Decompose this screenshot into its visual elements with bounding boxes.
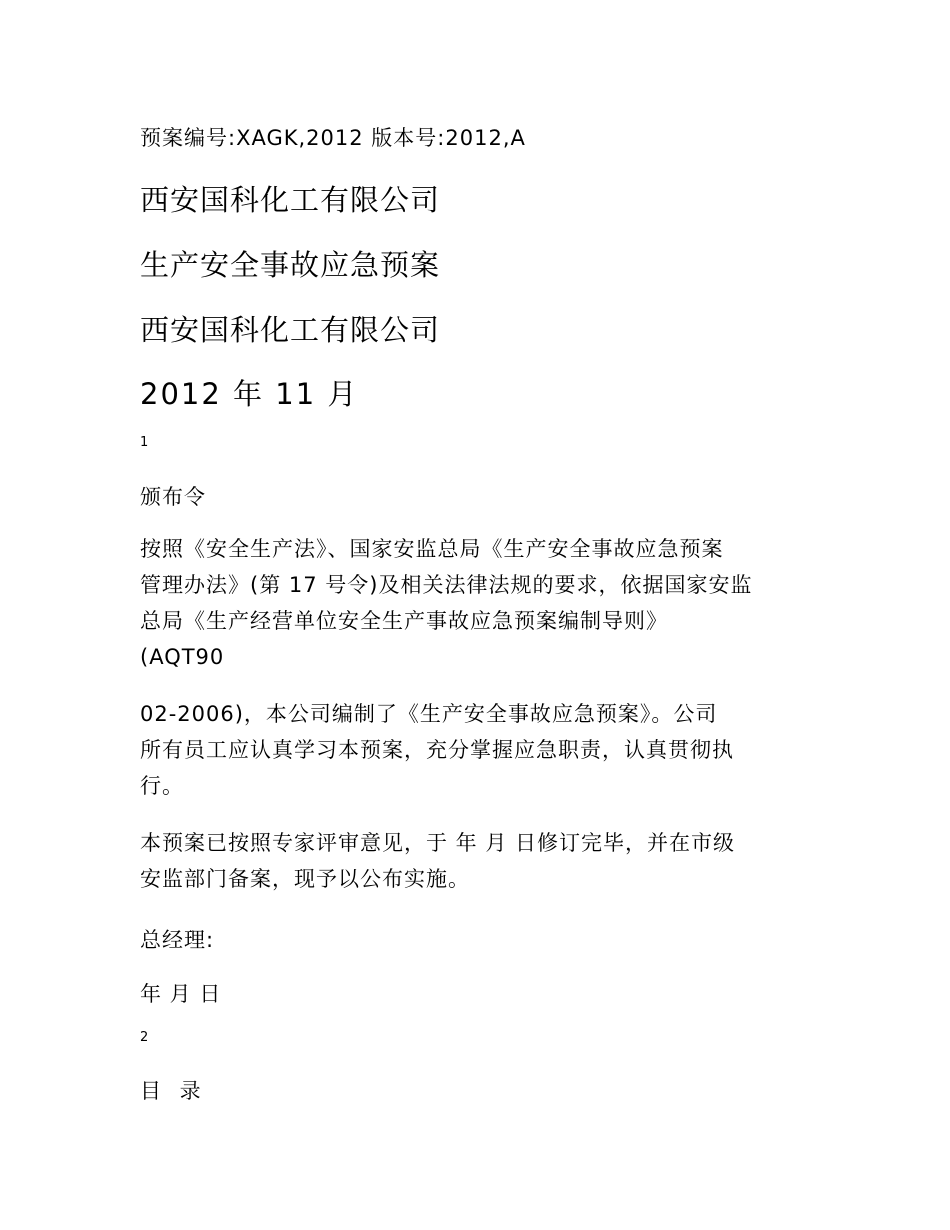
paragraph-line: 安监部门备案，现予以公布实施。 (140, 867, 470, 891)
paragraph-line: (AQT90 (140, 645, 225, 669)
signature-date: 年 月 日 (140, 982, 222, 1006)
paragraph-line: 本预案已按照专家评审意见，于 年 月 日修订完毕，并在市级 (140, 831, 736, 855)
page-number: 2 (140, 1030, 149, 1045)
decree-paragraph-basis (140, 531, 752, 675)
decree-heading: 颁布令 (140, 485, 206, 509)
paragraph-line: 总局《生产经营单位安全生产事故应急预案编制导则》 (140, 609, 668, 633)
paragraph-line: 按照《安全生产法》、国家安监总局《生产安全事故应急预案 (140, 537, 724, 561)
company-name-title: 西安国科化工有限公司 (140, 183, 441, 217)
issue-date: 2012 年 11 月 (140, 377, 359, 411)
page-number: 1 (140, 435, 149, 450)
decree-paragraph-compilation (140, 696, 734, 804)
paragraph-line: 所有员工应认真学习本预案，充分掌握应急职责，认真贯彻执 (140, 738, 734, 762)
paragraph-line: 行。 (140, 774, 184, 798)
table-of-contents-heading: 目 录 (140, 1079, 207, 1103)
paragraph-line: 管理办法》(第 17 号令)及相关法律法规的要求，依据国家安监 (140, 573, 753, 597)
plan-number-version: 预案编号:XAGK,2012 版本号:2012,A (140, 126, 526, 150)
general-manager-signature: 总经理: (140, 928, 215, 952)
paragraph-line: 02-2006)，本公司编制了《生产安全事故应急预案》。公司 (140, 702, 718, 726)
plan-title: 生产安全事故应急预案 (140, 248, 441, 282)
decree-paragraph-implementation (140, 825, 735, 897)
company-name-issuer: 西安国科化工有限公司 (140, 313, 441, 347)
